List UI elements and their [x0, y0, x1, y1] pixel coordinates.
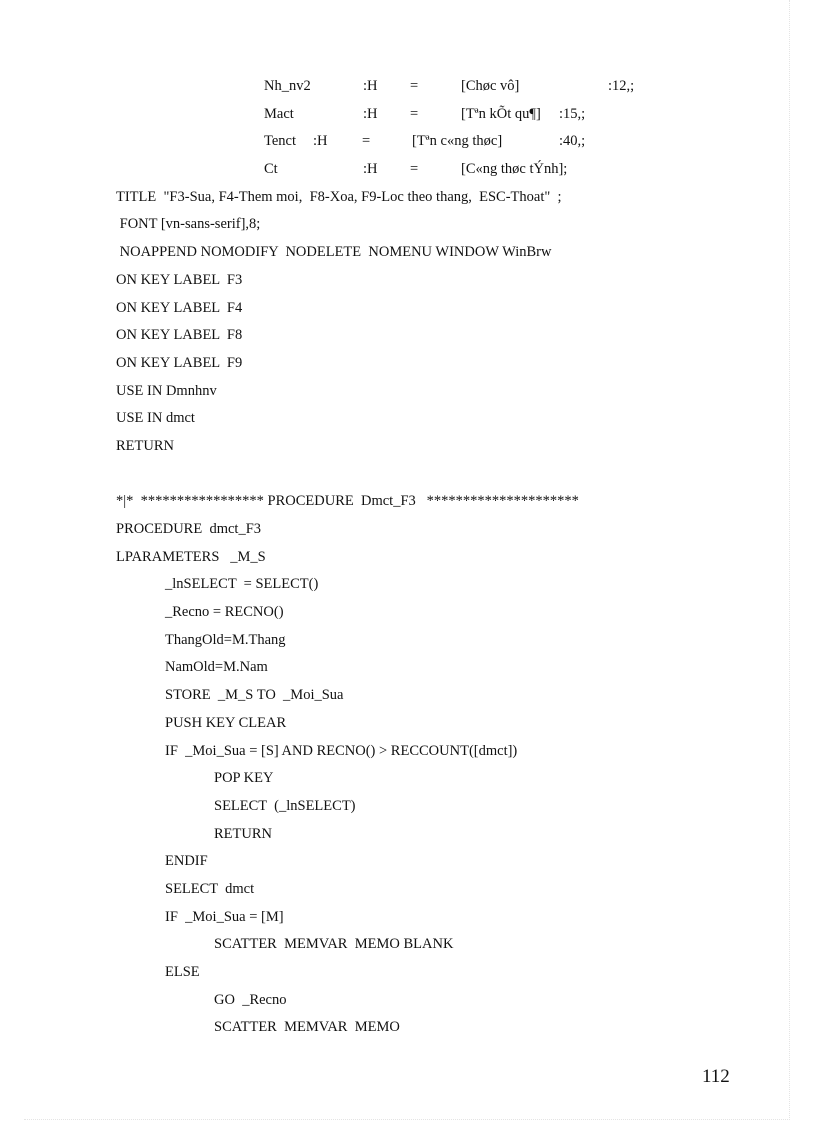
- code-text: SELECT (_lnSELECT): [214, 797, 356, 814]
- assignment-row: [0, 156, 816, 184]
- blank-line: [0, 461, 816, 489]
- equals-sign: =: [410, 105, 419, 122]
- code-line: [0, 848, 816, 876]
- field-type: :H: [363, 161, 378, 178]
- field-name: Tenct: [264, 133, 296, 150]
- code-line: [0, 959, 816, 987]
- code-text: USE IN dmct: [116, 410, 195, 427]
- code-text: _Recno = RECNO(): [165, 604, 284, 621]
- code-text: ENDIF: [165, 853, 208, 870]
- code-text: ELSE: [165, 964, 200, 980]
- code-text: ON KEY LABEL F3: [116, 271, 243, 288]
- field-width: :12,;: [608, 78, 635, 94]
- code-text: PUSH KEY CLEAR: [165, 714, 287, 731]
- code-line: [0, 627, 816, 655]
- code-line: [0, 710, 816, 738]
- code-text: ON KEY LABEL F9: [116, 354, 243, 371]
- code-line: [0, 211, 816, 239]
- code-line: [0, 322, 816, 350]
- code-line: [0, 931, 816, 959]
- field-name: Ct: [264, 161, 278, 178]
- code-text: USE IN Dmnhnv: [116, 382, 217, 399]
- equals-sign: =: [410, 78, 419, 94]
- code-text: ON KEY LABEL F4: [116, 299, 243, 316]
- field-width: :40,;: [559, 133, 586, 150]
- equals-sign: =: [410, 161, 419, 178]
- assignment-row: [0, 73, 816, 101]
- code-line: [0, 405, 816, 433]
- field-name: Mact: [264, 105, 294, 122]
- code-line: [0, 516, 816, 544]
- code-line: [0, 350, 816, 378]
- code-text: NamOld=M.Nam: [165, 659, 268, 676]
- code-text: _lnSELECT = SELECT(): [165, 576, 319, 593]
- equals-sign: =: [362, 133, 371, 150]
- code-line: [0, 544, 816, 572]
- code-text: LPARAMETERS _M_S: [116, 548, 266, 565]
- field-caption: [Chøc vô]: [461, 78, 520, 94]
- code-text: IF _Moi_Sua = [S] AND RECNO() > RECCOUNT([dmct]): [165, 742, 518, 759]
- code-line: [0, 295, 816, 323]
- field-width: :15,;: [559, 105, 586, 122]
- code-text: RETURN: [214, 825, 272, 842]
- code-line: [0, 987, 816, 1015]
- code-listing: [0, 73, 816, 1042]
- code-text: TITLE "F3-Sua, F4-Them moi, F8-Xoa, F9-Loc theo thang, ESC-Thoat" ;: [116, 188, 562, 205]
- page-number: 112: [702, 1066, 730, 1087]
- code-text: GO _Recno: [214, 991, 287, 1008]
- code-line: [0, 793, 816, 821]
- comment-line: *|* ***************** PROCEDURE Dmct_F3 *********************: [116, 493, 579, 510]
- code-line: [0, 488, 816, 516]
- code-line: [0, 738, 816, 766]
- field-caption: [Tªn kÕt qu¶]: [461, 105, 541, 122]
- assignment-row: [0, 101, 816, 129]
- code-text: NOAPPEND NOMODIFY NODELETE NOMENU WINDOW WinBrw: [116, 244, 552, 261]
- code-text: POP KEY: [214, 770, 274, 787]
- code-text: IF _Moi_Sua = [M]: [165, 908, 284, 925]
- code-line: [0, 682, 816, 710]
- code-line: [0, 821, 816, 849]
- code-line: [0, 904, 816, 932]
- code-text: STORE _M_S TO _Moi_Sua: [165, 687, 344, 704]
- code-line: [0, 765, 816, 793]
- code-line: [0, 184, 816, 212]
- code-line: [0, 654, 816, 682]
- code-text: FONT [vn-sans-serif],8;: [116, 216, 261, 233]
- code-line: [0, 1014, 816, 1042]
- code-text: ThangOld=M.Thang: [165, 631, 286, 648]
- code-text: SCATTER MEMVAR MEMO BLANK: [214, 936, 454, 953]
- code-text: RETURN: [116, 437, 174, 454]
- code-line: [0, 433, 816, 461]
- field-name: Nh_nv2: [264, 78, 311, 94]
- field-caption: [C«ng thøc tÝnh];: [461, 161, 568, 178]
- assignment-row: [0, 128, 816, 156]
- field-type: :H: [363, 78, 378, 94]
- field-type: :H: [313, 133, 328, 150]
- field-caption: [Tªn c«ng thøc]: [412, 133, 503, 150]
- code-line: [0, 599, 816, 627]
- code-line: [0, 239, 816, 267]
- code-line: [0, 876, 816, 904]
- code-line: [0, 267, 816, 295]
- code-text: SCATTER MEMVAR MEMO: [214, 1019, 400, 1036]
- field-type: :H: [363, 105, 378, 122]
- code-text: PROCEDURE dmct_F3: [116, 521, 262, 537]
- code-text: ON KEY LABEL F8: [116, 327, 243, 344]
- code-text: SELECT dmct: [165, 880, 255, 897]
- code-line: [0, 571, 816, 599]
- code-line: [0, 378, 816, 406]
